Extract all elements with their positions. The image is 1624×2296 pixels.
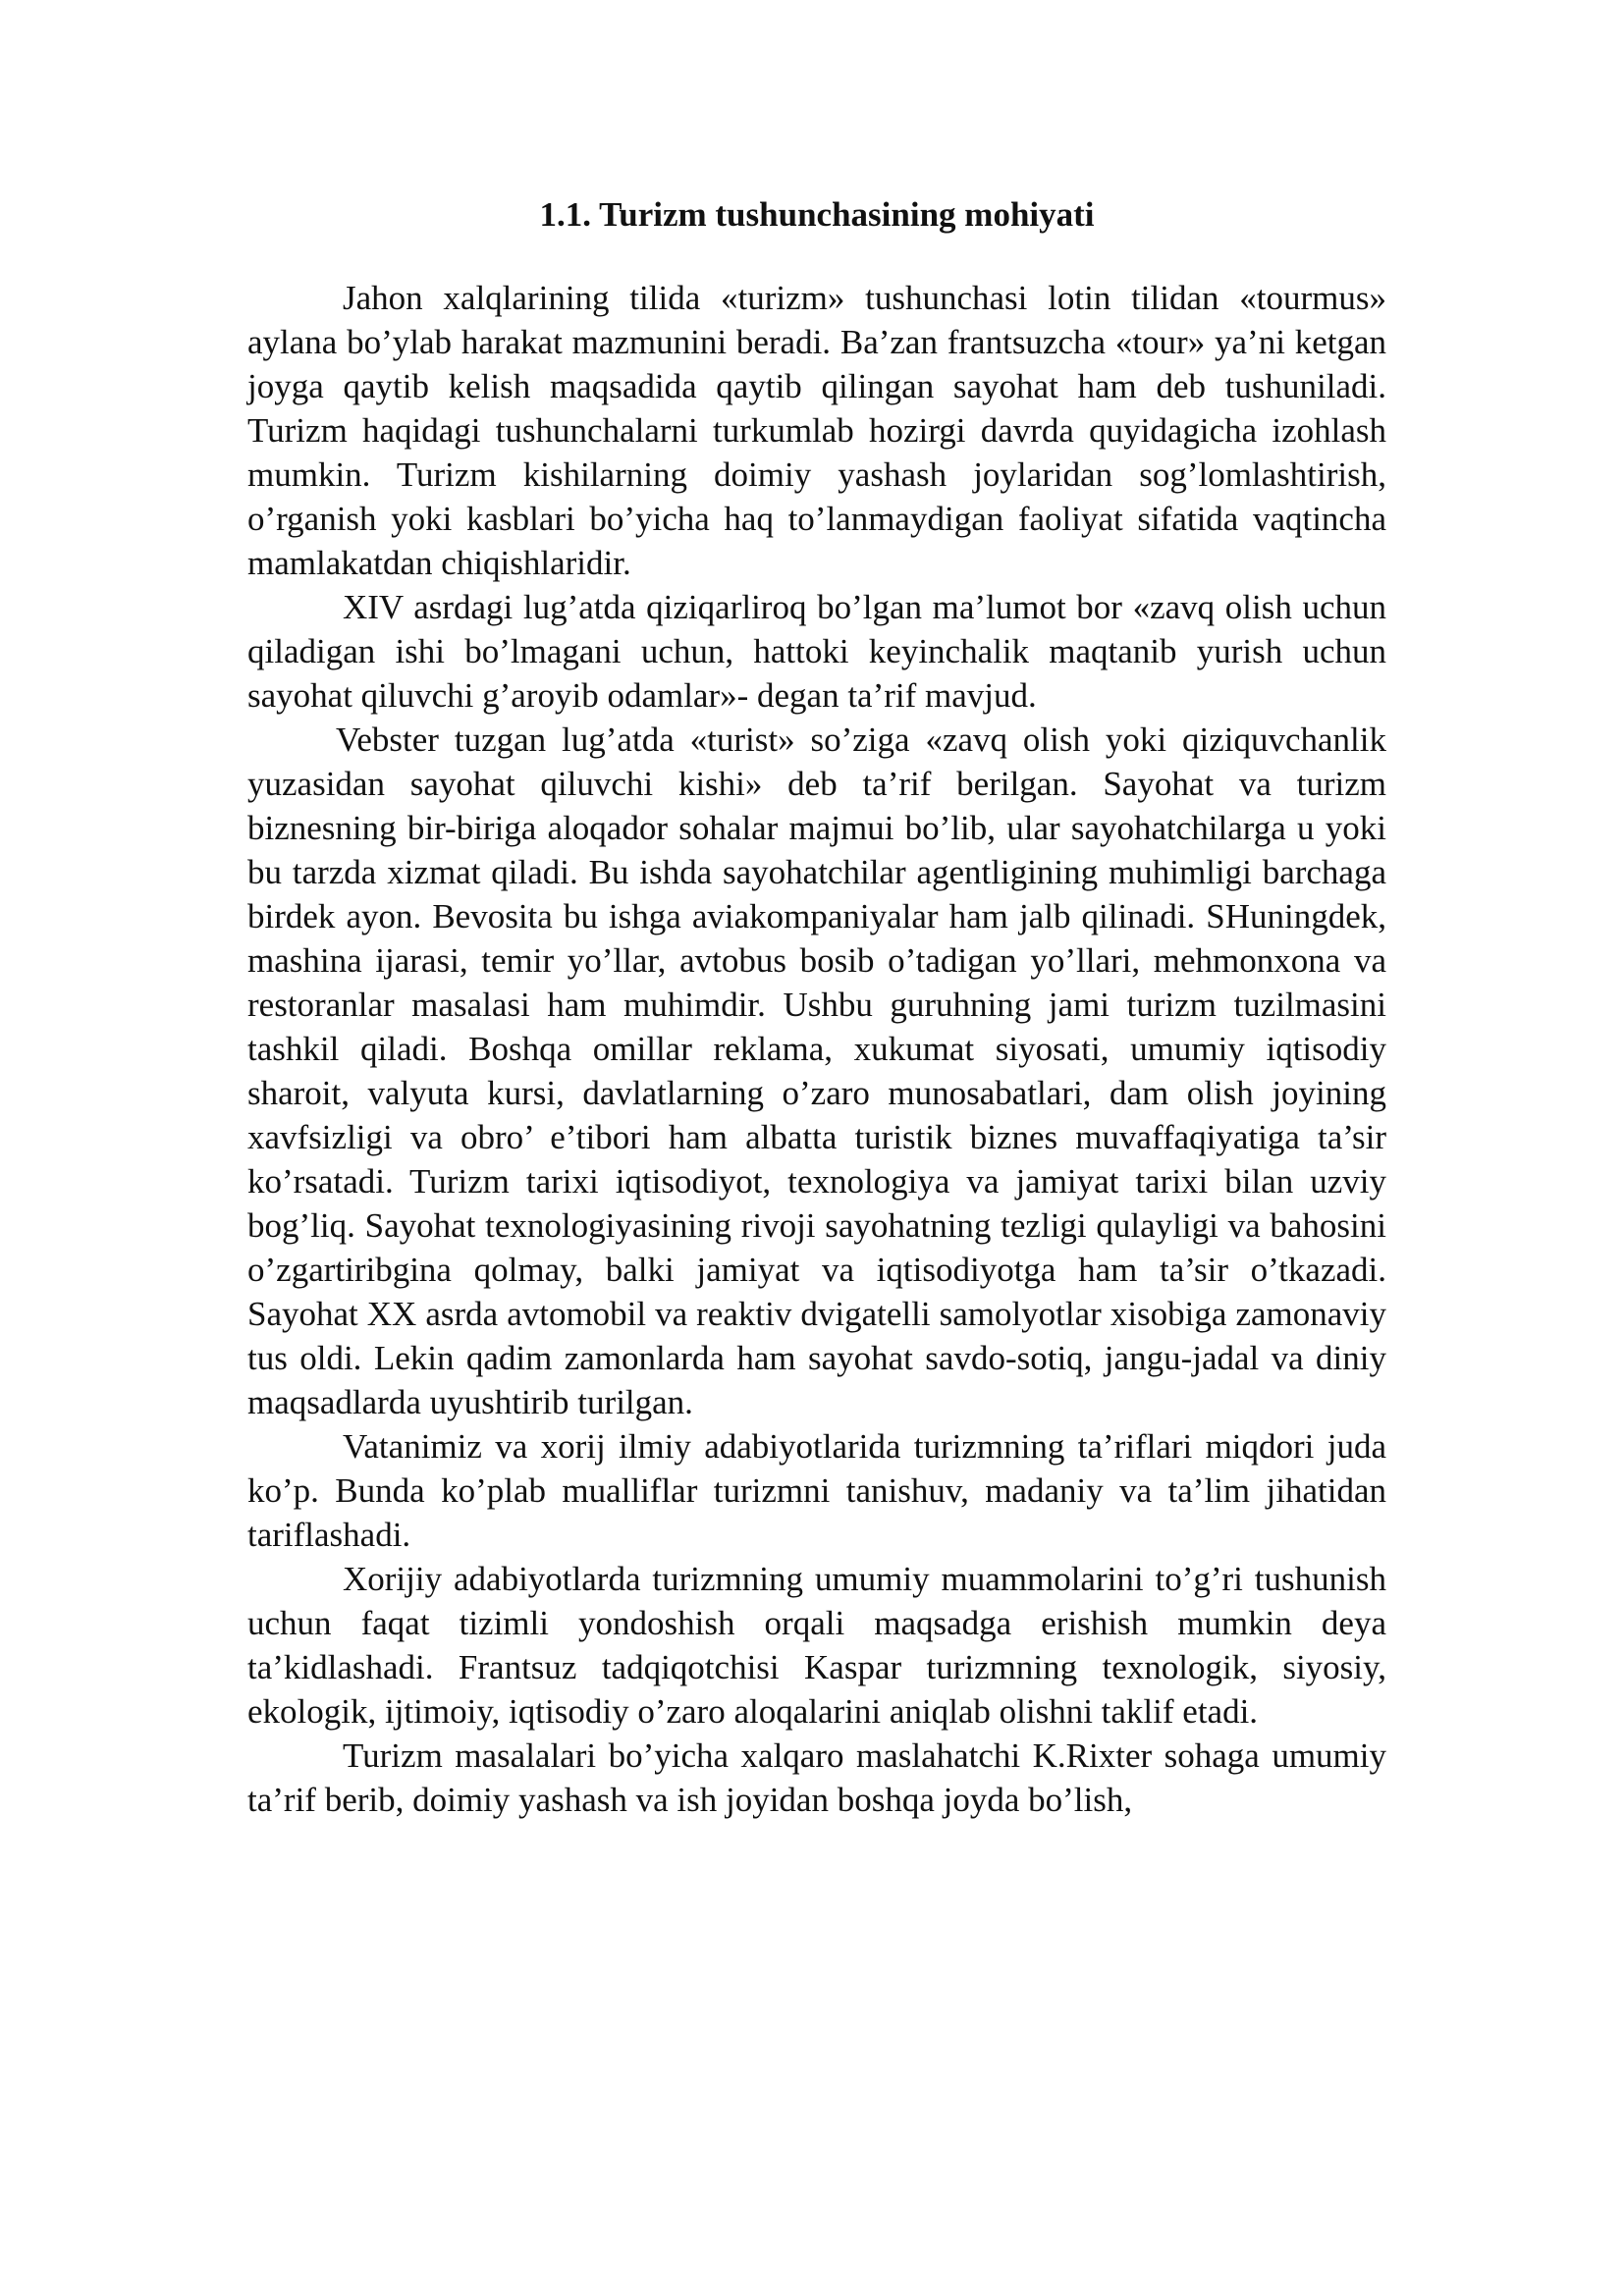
- paragraph-webster-definition: Vebster tuzgan lug’atda «turist» so’ziga «zavq olish yoki qiziquvchanlik yuzasidan sayohat qiluvchi kishi» deb ta’rif berilgan. Sayohat va turizm biznesning bir-biriga aloqador sohalar majmui bo’lib, ular sayohatchilarga u yoki bu tarzda xizmat qiladi. Bu ishda sayohatchilar agentligining muhimligi barchaga birdek ayon. Bevosita bu ishga aviakompaniyalar ham jalb qilinadi. SHuningdek, mashina ijarasi, temir yo’llar, avtobus bosib o’tadigan yo’llari, mehmonxona va restoranlar masalasi ham muhimdir. Ushbu guruhning jami turizm tuzilmasini tashkil qiladi. Boshqa omillar reklama, xukumat siyosati, umumiy iqtisodiy sharoit, valyuta kursi, davlatlarning o’zaro munosabatlari, dam olish joyining xavfsizligi va obro’ e’tibori ham albatta turistik biznes muvaffaqiyatiga ta’sir ko’rsatadi. Turizm tarixi iqtisodiyot, texnologiya va jamiyat tarixi bilan uzviy bog’liq. Sayohat texnologiyasining rivoji sayohatning tezligi qulayligi va bahosini o’zgartiribgina qolmay, balki jamiyat va iqtisodiyotga ham ta’sir o’tkazadi. Sayohat XX asrda avtomobil va reaktiv dvigatelli samolyotlar xisobiga zamonaviy tus oldi. Lekin qadim zamonlarda ham sayohat savdo-sotiq, jangu-jadal va diniy maqsadlarda uyushtirib turilgan.: [247, 721, 1386, 1421]
- paragraph-systematic-approach: Xorijiy adabiyotlarda turizmning umumiy muammolarini to’g’ri tushunish uchun faqat tizimli yondoshish orqali maqsadga erishish mumkin deya ta’kidlashadi. Frantsuz tadqiqotchisi Kaspar turizmning texnologik, siyosiy, ekologik, ijtimoiy, iqtisodiy o’zaro aloqalarini aniqlab olishni taklif etadi.: [247, 1560, 1386, 1731]
- paragraph-rixter-definition: Turizm masalalari bo’yicha xalqaro maslahatchi K.Rixter sohaga umumiy ta’rif berib, doimiy yashash va ish joyidan boshqa joyda bo’lish,: [247, 1736, 1386, 1819]
- paragraph-turizm-etymology: Jahon xalqlarining tilida «turizm» tushunchasi lotin tilidan «tourmus» aylana bo’ylab harakat mazmunini beradi. Ba’zan frantsuzcha «tour» ya’ni ketgan joyga qaytib kelish maqsadida qaytib qilingan sayohat ham deb tushuniladi. Turizm haqidagi tushunchalarni turkumlab hozirgi davrda quyidagicha izohlash mumkin. Turizm kishilarning doimiy yashash joylaridan sog’lomlashtirish, o’rganish yoki kasblari bo’yicha haq to’lanmaydigan faoliyat sifatida vaqtincha mamlakatdan chiqishlaridir.: [247, 279, 1386, 582]
- paragraph-xiv-century-dictionary: XIV asrdagi lug’atda qiziqarliroq bo’lgan ma’lumot bor «zavq olish uchun qiladigan ishi bo’lmagani uchun, hattoki keyinchalik maqtanib yurish uchun sayohat qiluvchi g’aroyib odamlar»- degan ta’rif mavjud.: [247, 588, 1386, 715]
- document-page: [247, 192, 1386, 1822]
- paragraph-domestic-foreign-literature: Vatanimiz va xorij ilmiy adabiyotlarida turizmning ta’riflari miqdori juda ko’p. Bunda ko’plab mualliflar turizmni tanishuv, madaniy va ta’lim jihatidan tariflashadi.: [247, 1427, 1386, 1554]
- section-title: 1.1. Turizm tushunchasining mohiyati: [539, 195, 1095, 234]
